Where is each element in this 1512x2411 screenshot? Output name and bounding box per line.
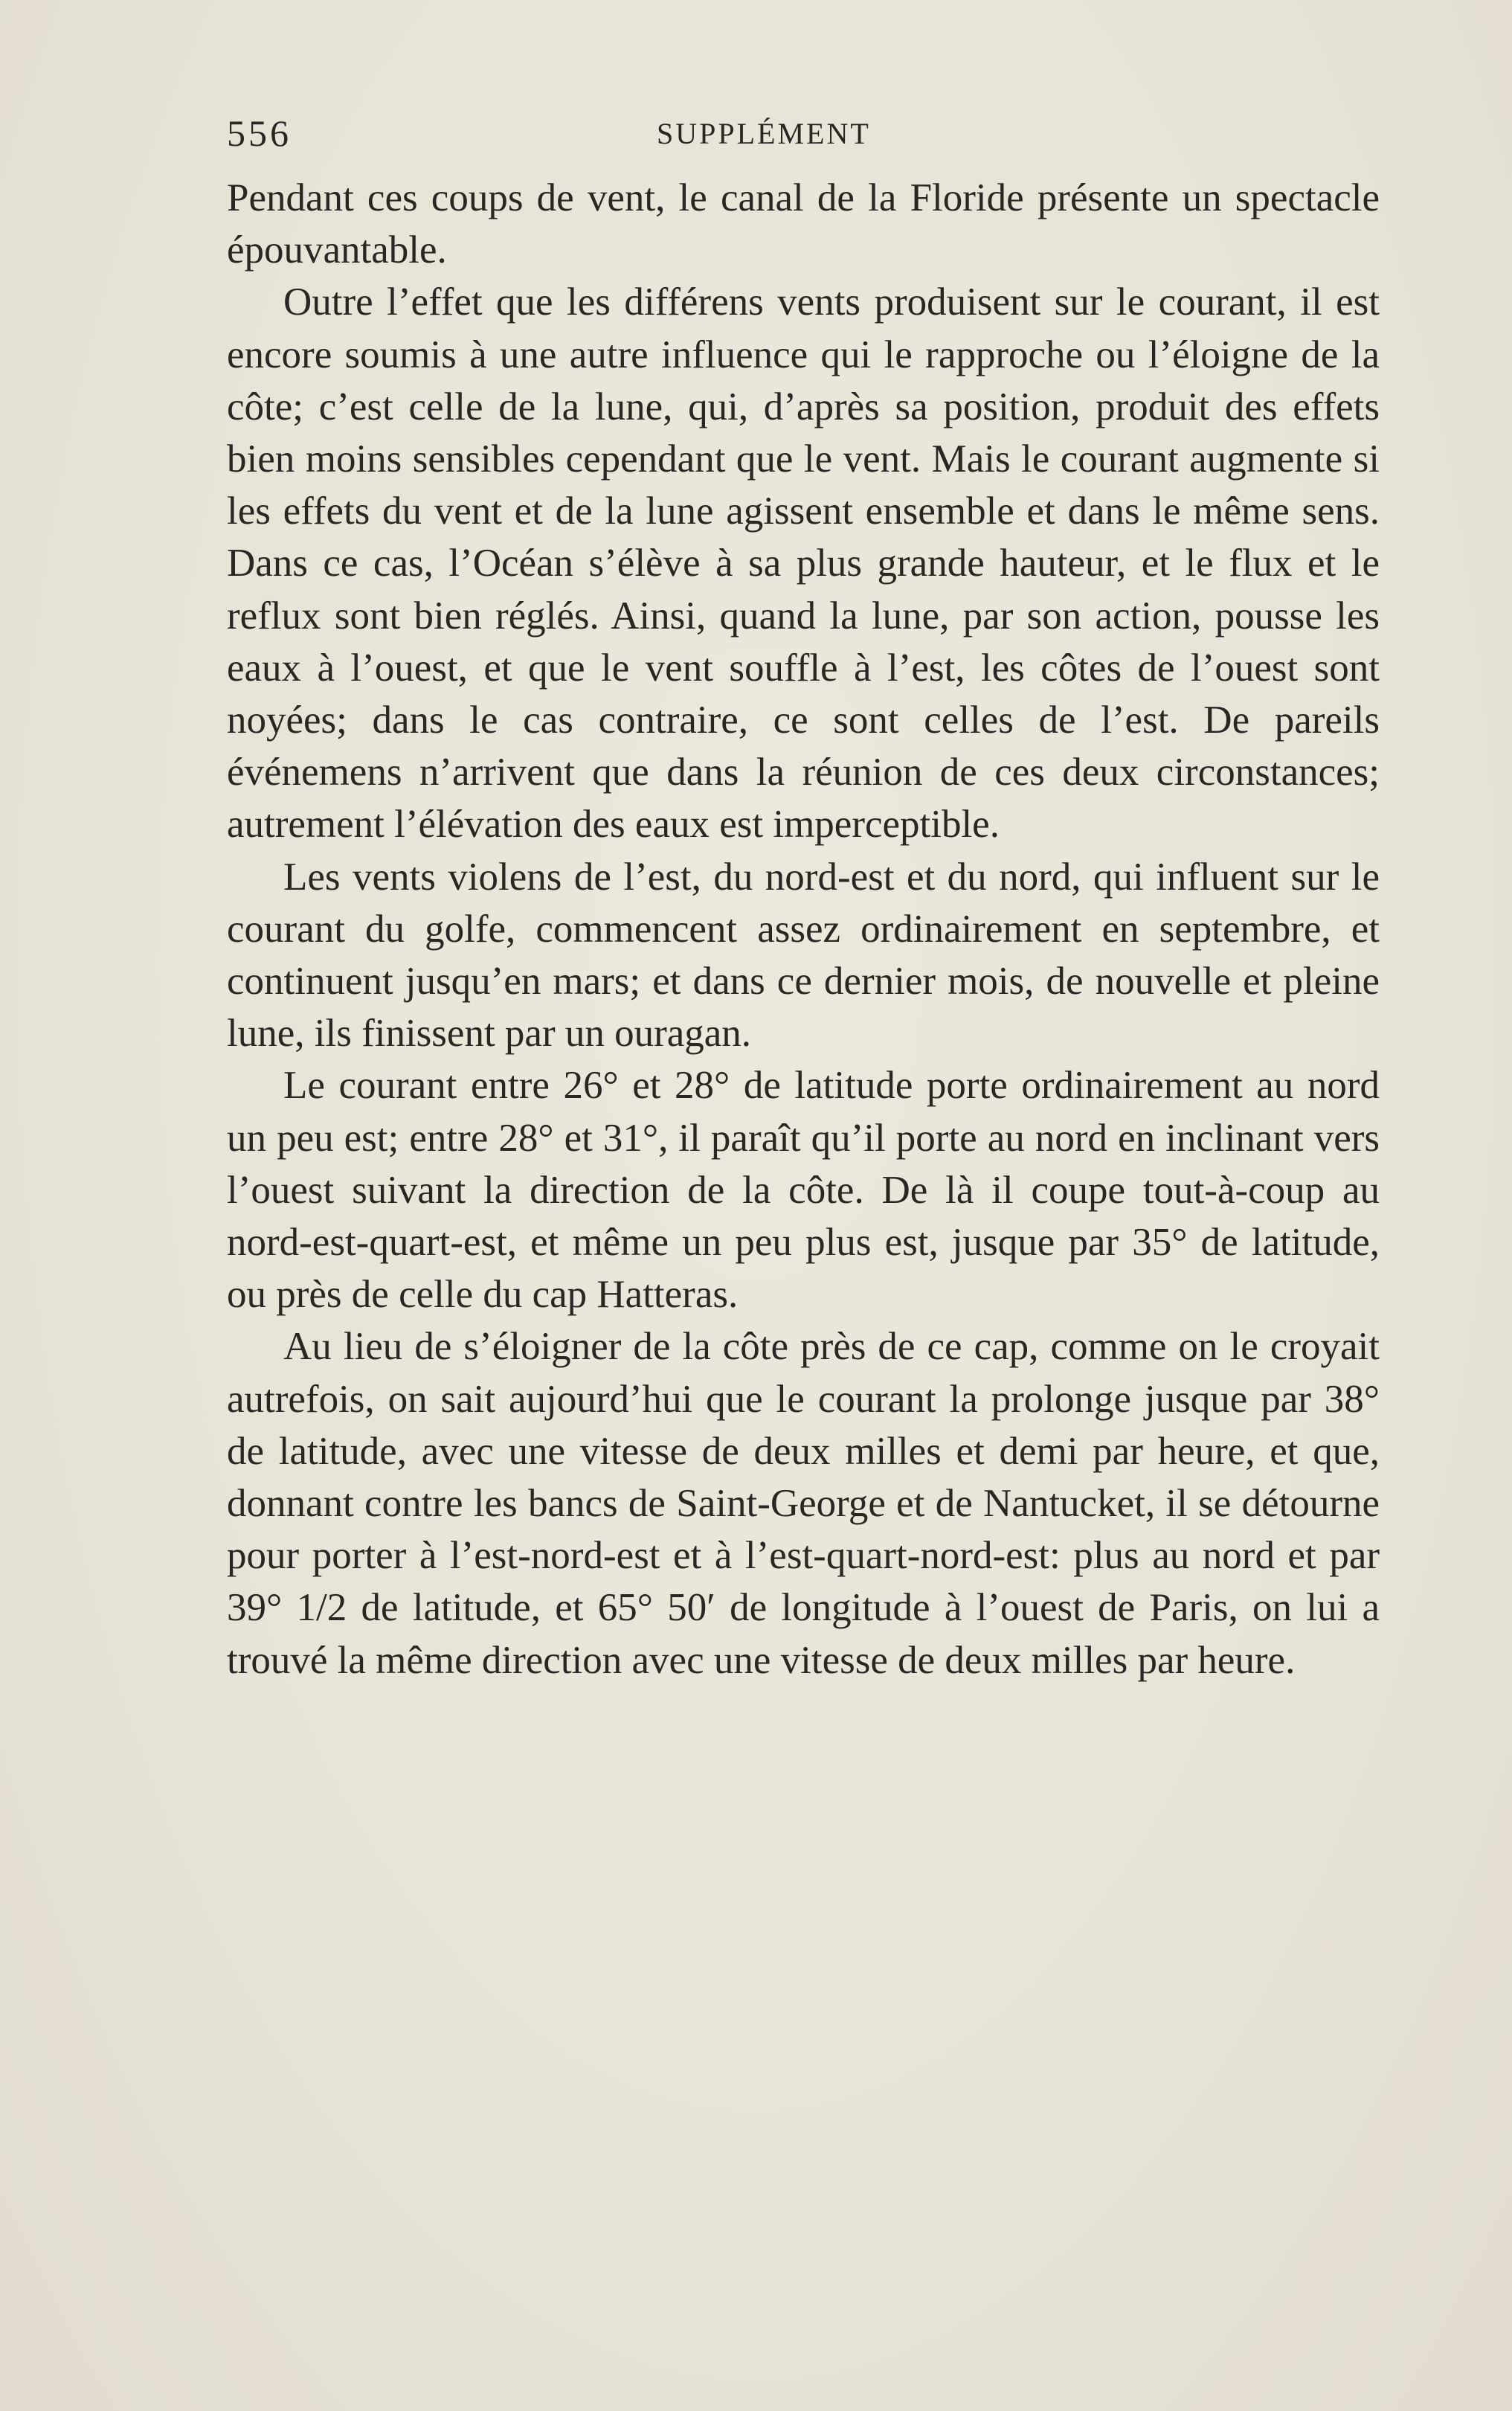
running-head: SUPPLÉMENT: [657, 117, 871, 150]
paragraph-2: Outre l’effet que les différens vents produisent sur le courant, il est encore soumis à une autre influence qui le rapproche ou l’éloigne de la côte; c’est celle de la lune, qui, d’après sa position, produit des effets bien moins sensibles cependant que le vent. Mais le courant augmente si les effets du vent et de la lune agissent ensemble et dans le même sens. Dans ce cas, l’Océan s’élève à sa plus grande hauteur, et le flux et le reflux sont bien réglés. Ainsi, quand la lune, par son action, pousse les eaux à l’ouest, et que le vent souffle à l’est, les côtes de l’ouest sont noyées; dans le cas contraire, ce sont celles de l’est. De pareils événemens n’arrivent que dans la réunion de ces deux circonstances; autrement l’élévation des eaux est imperceptible.: [227, 280, 1380, 847]
body-text: [227, 172, 1380, 1686]
page-header: [227, 112, 1380, 164]
page-number: 556: [227, 112, 292, 154]
paragraph-3: Les vents violens de l’est, du nord-est et du nord, qui influent sur le courant du golfe, commencent assez ordinairement en septembre, et continuent jusqu’en mars; et dans ce dernier mois, de nouvelle et pleine lune, ils finissent par un ouragan.: [227, 855, 1380, 1056]
paragraph-1: Pendant ces coups de vent, le canal de la Floride présente un spectacle épouvantable.: [227, 176, 1380, 272]
paragraph-5: Au lieu de s’éloigner de la côte près de ce cap, comme on le croyait autrefois, on sait aujourd’hui que le courant la prolonge jusque par 38° de latitude, avec une vitesse de deux milles et demi par heure, et que, donnant contre les bancs de Saint-George et de Nantucket, il se détourne pour porter à l’est-nord-est et à l’est-quart-nord-est: plus au nord et par 39° 1/2 de latitude, et 65° 50′ de longitude à l’ouest de Paris, on lui a trouvé la même direction avec une vitesse de deux milles par heure.: [227, 1325, 1380, 1682]
paragraph-4: Le courant entre 26° et 28° de latitude porte ordinairement au nord un peu est; entre 28° et 31°, il paraît qu’il porte au nord en inclinant vers l’ouest suivant la direction de la côte. De là il coupe tout-à-coup au nord-est-quart-est, et même un peu plus est, jusque par 35° de latitude, ou près de celle du cap Hatteras.: [227, 1064, 1380, 1317]
